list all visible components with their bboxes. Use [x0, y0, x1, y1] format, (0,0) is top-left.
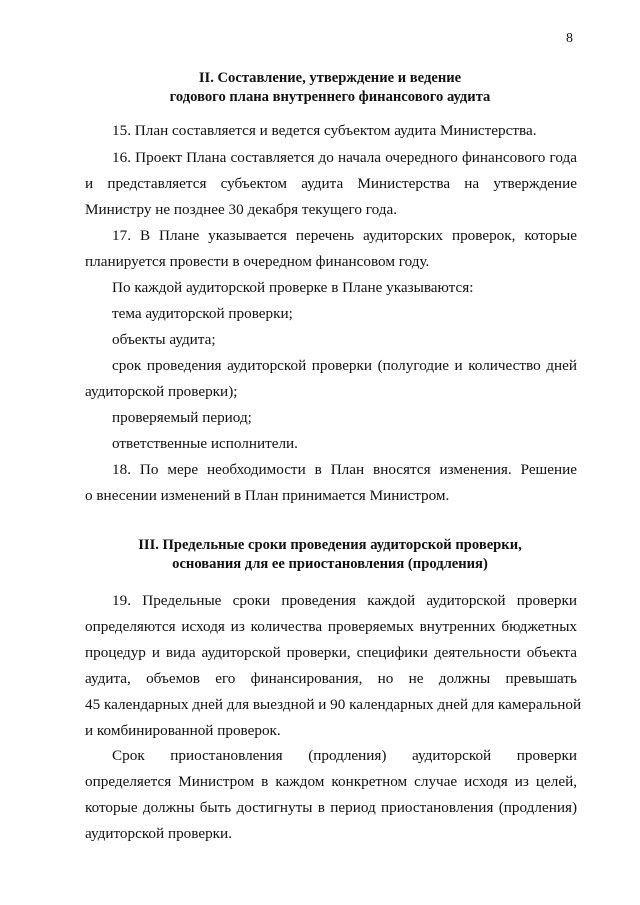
paragraph-16 — [85, 145, 577, 223]
p19-word: объемов — [146, 670, 200, 687]
paragraph-16-line-2 — [85, 171, 577, 197]
p19-word: не — [408, 670, 424, 687]
paragraph-18-line-1: 18. По мере необходимости в План вносятся изменения. Решение — [112, 461, 577, 478]
p19-word: его — [215, 670, 236, 687]
p16-word: Министерства — [357, 175, 451, 192]
list-item-term-line-1: срок проведения аудиторской проверки (полугодие и количество дней — [112, 357, 577, 374]
p19-word: финансирования, — [250, 670, 363, 687]
paragraph-17-line-2: планируется провести в очередном финансовом году. — [85, 253, 430, 270]
paragraph-19-line-1: 19. Предельные сроки проведения каждой аудиторской проверки — [112, 592, 577, 609]
p16-word: и — [85, 175, 94, 192]
paragraph-16-line-3: Министру не позднее 30 декабря текущего года. — [85, 201, 398, 218]
list-item-topic-text: тема аудиторской проверки; — [112, 305, 293, 322]
paragraph-suspension — [85, 743, 577, 847]
paragraph-16-line-1: 16. Проект Плана составляется до начала очередного финансового года — [112, 149, 577, 166]
paragraph-15 — [85, 118, 577, 144]
suspension-word: аудиторской — [412, 747, 492, 764]
paragraph-17-line-1: 17. В Плане указывается перечень аудиторских проверок, которые — [112, 227, 577, 244]
section-3-title-line-1: III. Предельные сроки проведения аудиторской проверки, — [138, 537, 522, 553]
paragraph-19-line-5: 45 календарных дней для выездной и 90 календарных дней для камеральной — [85, 696, 582, 713]
suspension-word: проверки — [516, 747, 577, 764]
paragraph-15-text: 15. План составляется и ведется субъектом аудита Министерства. — [112, 122, 537, 139]
suspension-word: (продления) — [308, 747, 387, 764]
p16-word: утверждение — [493, 175, 577, 192]
list-item-period-text: проверяемый период; — [112, 409, 252, 426]
list-item-objects — [85, 327, 577, 353]
paragraph-19-line-6: и комбинированной проверок. — [85, 722, 281, 739]
p19-word: аудита, — [85, 670, 131, 687]
section-2-title-line-1: II. Составление, утверждение и ведение — [198, 70, 462, 86]
paragraph-17 — [85, 223, 577, 275]
list-item-executors — [85, 431, 577, 457]
paragraph-suspension-line-4: аудиторской проверки. — [85, 825, 232, 842]
section-2-heading — [60, 69, 600, 107]
paragraph-19-line-3: процедур и вида аудиторской проверки, специфики деятельности объекта — [85, 644, 577, 661]
p16-word: аудита — [301, 175, 344, 192]
p16-word: субъектом — [220, 175, 288, 192]
section-3-title-line-2: основания для ее приостановления (продления) — [172, 556, 488, 572]
p16-word: представляется — [107, 175, 207, 192]
section-2-title-line-2: годового плана внутреннего финансового аудита — [169, 89, 491, 105]
paragraph-18 — [85, 457, 577, 509]
suspension-word: приостановления — [170, 747, 283, 764]
list-item-objects-text: объекты аудита; — [112, 331, 216, 348]
list-item-term — [85, 353, 577, 405]
paragraph-19-line-2: определяются исходя из количества проверяемых внутренних бюджетных — [85, 618, 577, 635]
paragraph-17-intro — [85, 275, 577, 301]
paragraph-suspension-line-2: определяется Министром в каждом конкретном случае исходя из целей, — [85, 773, 577, 790]
paragraph-suspension-line-3: которые должны быть достигнуты в период приостановления (продления) — [85, 799, 577, 816]
paragraph-19 — [85, 588, 582, 744]
section-3-heading — [60, 536, 600, 574]
list-item-executors-text: ответственные исполнители. — [112, 435, 298, 452]
list-item-term-line-2: аудиторской проверки); — [85, 383, 238, 400]
paragraph-18-line-2: о внесении изменений в План принимается Министром. — [85, 487, 450, 504]
paragraph-19-line-4 — [85, 666, 577, 692]
page-number: 8 — [566, 31, 573, 46]
list-item-topic — [85, 301, 577, 327]
suspension-word: Срок — [112, 747, 145, 764]
p19-word: должны — [438, 670, 491, 687]
p19-word: превышать — [505, 670, 577, 687]
p16-word: на — [464, 175, 480, 192]
paragraph-suspension-line-1 — [85, 743, 577, 769]
paragraph-17-intro-text: По каждой аудиторской проверке в Плане указываются: — [112, 279, 474, 296]
list-item-period — [85, 405, 577, 431]
p19-word: но — [377, 670, 394, 687]
